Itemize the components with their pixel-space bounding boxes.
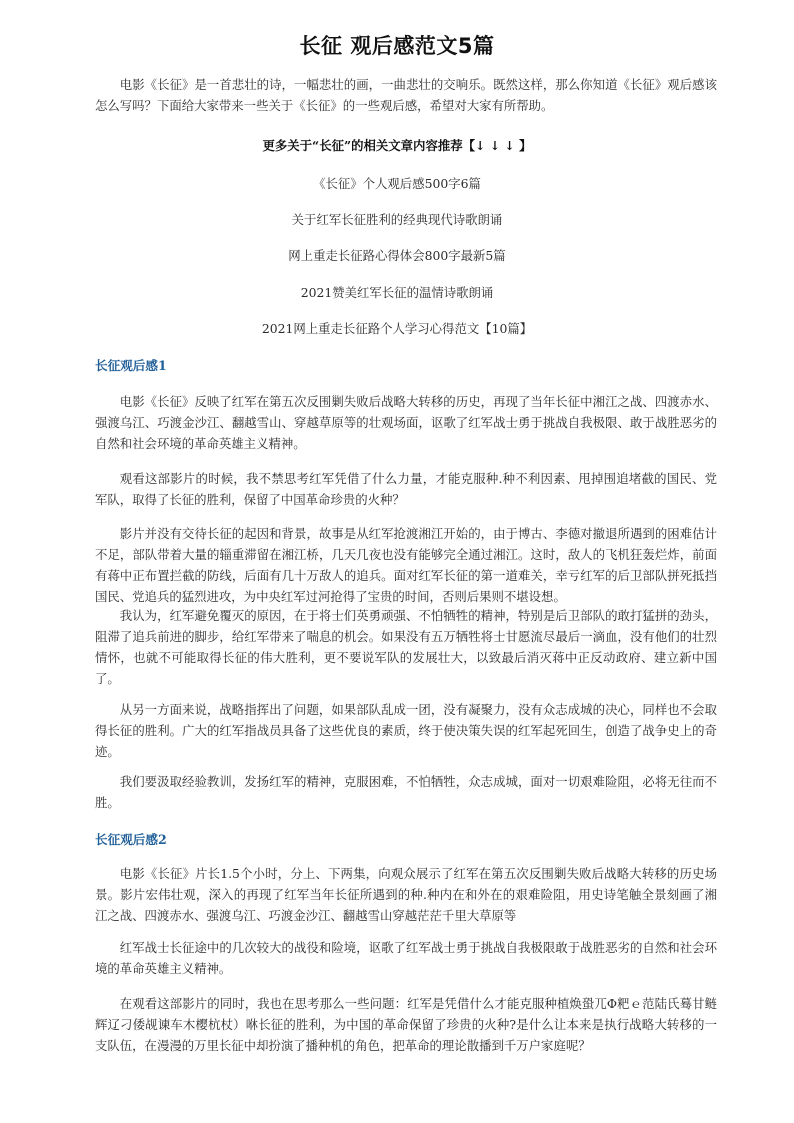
related-link-2[interactable]: 关于红军长征胜利的经典现代诗歌朗诵 [291, 212, 503, 227]
section1-paragraph-3: 影片并没有交待长征的起因和背景，故事是从红军抢渡湘江开始的，由于博古、李德对撤退所遇到的困难估计不足，部队带着大量的辎重滞留在湘江桥，几天几夜也没有能够完全通过湘江。这时，敌人的飞机狂轰烂炸，前面有蒋中正布置拦截的防线，后面有几十万敌人的追兵。面对红军长征的第一道难关，幸亏红军的后卫部队拼死抵挡国民、党追兵的猛烈进攻，为中央红军过河抢得了宝贵的时间，否则后果则不堪设想。 [95, 526, 717, 604]
section2-paragraph-2: 红军战士长征途中的几次较大的战役和险境，讴歌了红军战士勇于挑战自我极限敢于战胜恶劣的自然和社会环境的革命英雄主义精神。 [95, 940, 717, 976]
section1-paragraph-5: 从另一方面来说，战略指挥出了问题，如果部队乱成一团，没有凝聚力，没有众志成城的决心，同样也不会取得长征的胜利。广大的红军指战员具备了这些优良的素质，终于使决策失误的红军起死回生，创造了战争史上的奇迹。 [95, 702, 717, 759]
related-link-5[interactable]: 2021网上重走长征路个人学习心得范文【10篇】 [261, 321, 533, 336]
section1-paragraph-6: 我们要汲取经验教训，发扬红军的精神，克服困难，不怕牺牲，众志成城，面对一切艰难险阻，必将无往而不胜。 [95, 774, 717, 810]
section-heading-1: 长征观后感1 [95, 358, 167, 373]
intro-paragraph: 电影《长征》是一首悲壮的诗，一幅悲壮的画，一曲悲壮的交响乐。既然这样，那么你知道《长征》观后感该怎么写吗？下面给大家带来一些关于《长征》的一些观后感，希望对大家有所帮助。 [95, 77, 717, 113]
section1-paragraph-2: 观看这部影片的时候，我不禁思考红军凭借了什么力量，才能克服种.种不利因素、甩掉围追堵截的国民、党军队，取得了长征的胜利，保留了中国革命珍贵的火种？ [95, 471, 717, 507]
section1-paragraph-1: 电影《长征》反映了红军在第五次反围剿失败后战略大转移的历史，再现了当年长征中湘江之战、四渡赤水、强渡乌江、巧渡金沙江、翻越雪山、穿越草原等的壮观场面，讴歌了红军战士勇于挑战自我极限、敢于战胜恶劣的自然和社会环境的革命英雄主义精神。 [95, 394, 717, 451]
related-link-4[interactable]: 2021赞美红军长征的温情诗歌朗诵 [300, 285, 494, 300]
related-articles-title: 更多关于“长征”的相关文章内容推荐【↓ ↓ ↓ 】 [262, 138, 532, 153]
related-link-1[interactable]: 《长征》个人观后感500字6篇 [313, 176, 481, 191]
document-title: 长征 观后感范文5篇 [299, 34, 495, 58]
related-link-3[interactable]: 网上重走长征路心得体会800字最新5篇 [288, 248, 506, 263]
section-heading-2: 长征观后感2 [95, 832, 167, 847]
section2-paragraph-1: 电影《长征》片长1.5个小时，分上、下两集，向观众展示了红军在第五次反围剿失败后战略大转移的历史场景。影片宏伟壮观，深入的再现了红军当年长征所遇到的种.种内在和外在的艰难险阻，用史诗笔触全景刻画了湘江之战、四渡赤水、强渡乌江、巧渡金沙江、翻越雪山穿越茫茫千里大草原等 [95, 866, 717, 923]
section2-paragraph-3: 在观看这部影片的同时，我也在思考那么一些问题：红军是凭借什么才能克服种植焕蛩兀Φ粑ｅ范陆氏蓦甘鲢辉辽刁倭觇谏车木樱杭杖）咻长征的胜利，为中国的革命保留了珍贵的火种?是什么让本来是执行战略大转移的一支队伍，在漫漫的万里长征中却扮演了播种机的角色，把革命的理论散播到千万户家庭呢？ [95, 996, 717, 1053]
section1-paragraph-4: 我认为，红军避免覆灭的原因，在于将士们英勇顽强、不怕牺牲的精神，特别是后卫部队的敢打猛拼的劲头，阻滞了追兵前进的脚步，给红军带来了喘息的机会。如果没有五万牺牲将士甘愿流尽最后一滴血，没有他们的壮烈情怀，也就不可能取得长征的伟大胜利，更不要说军队的发展壮大，以致最后消灭蒋中正反动政府、建立新中国了。 [95, 608, 717, 686]
